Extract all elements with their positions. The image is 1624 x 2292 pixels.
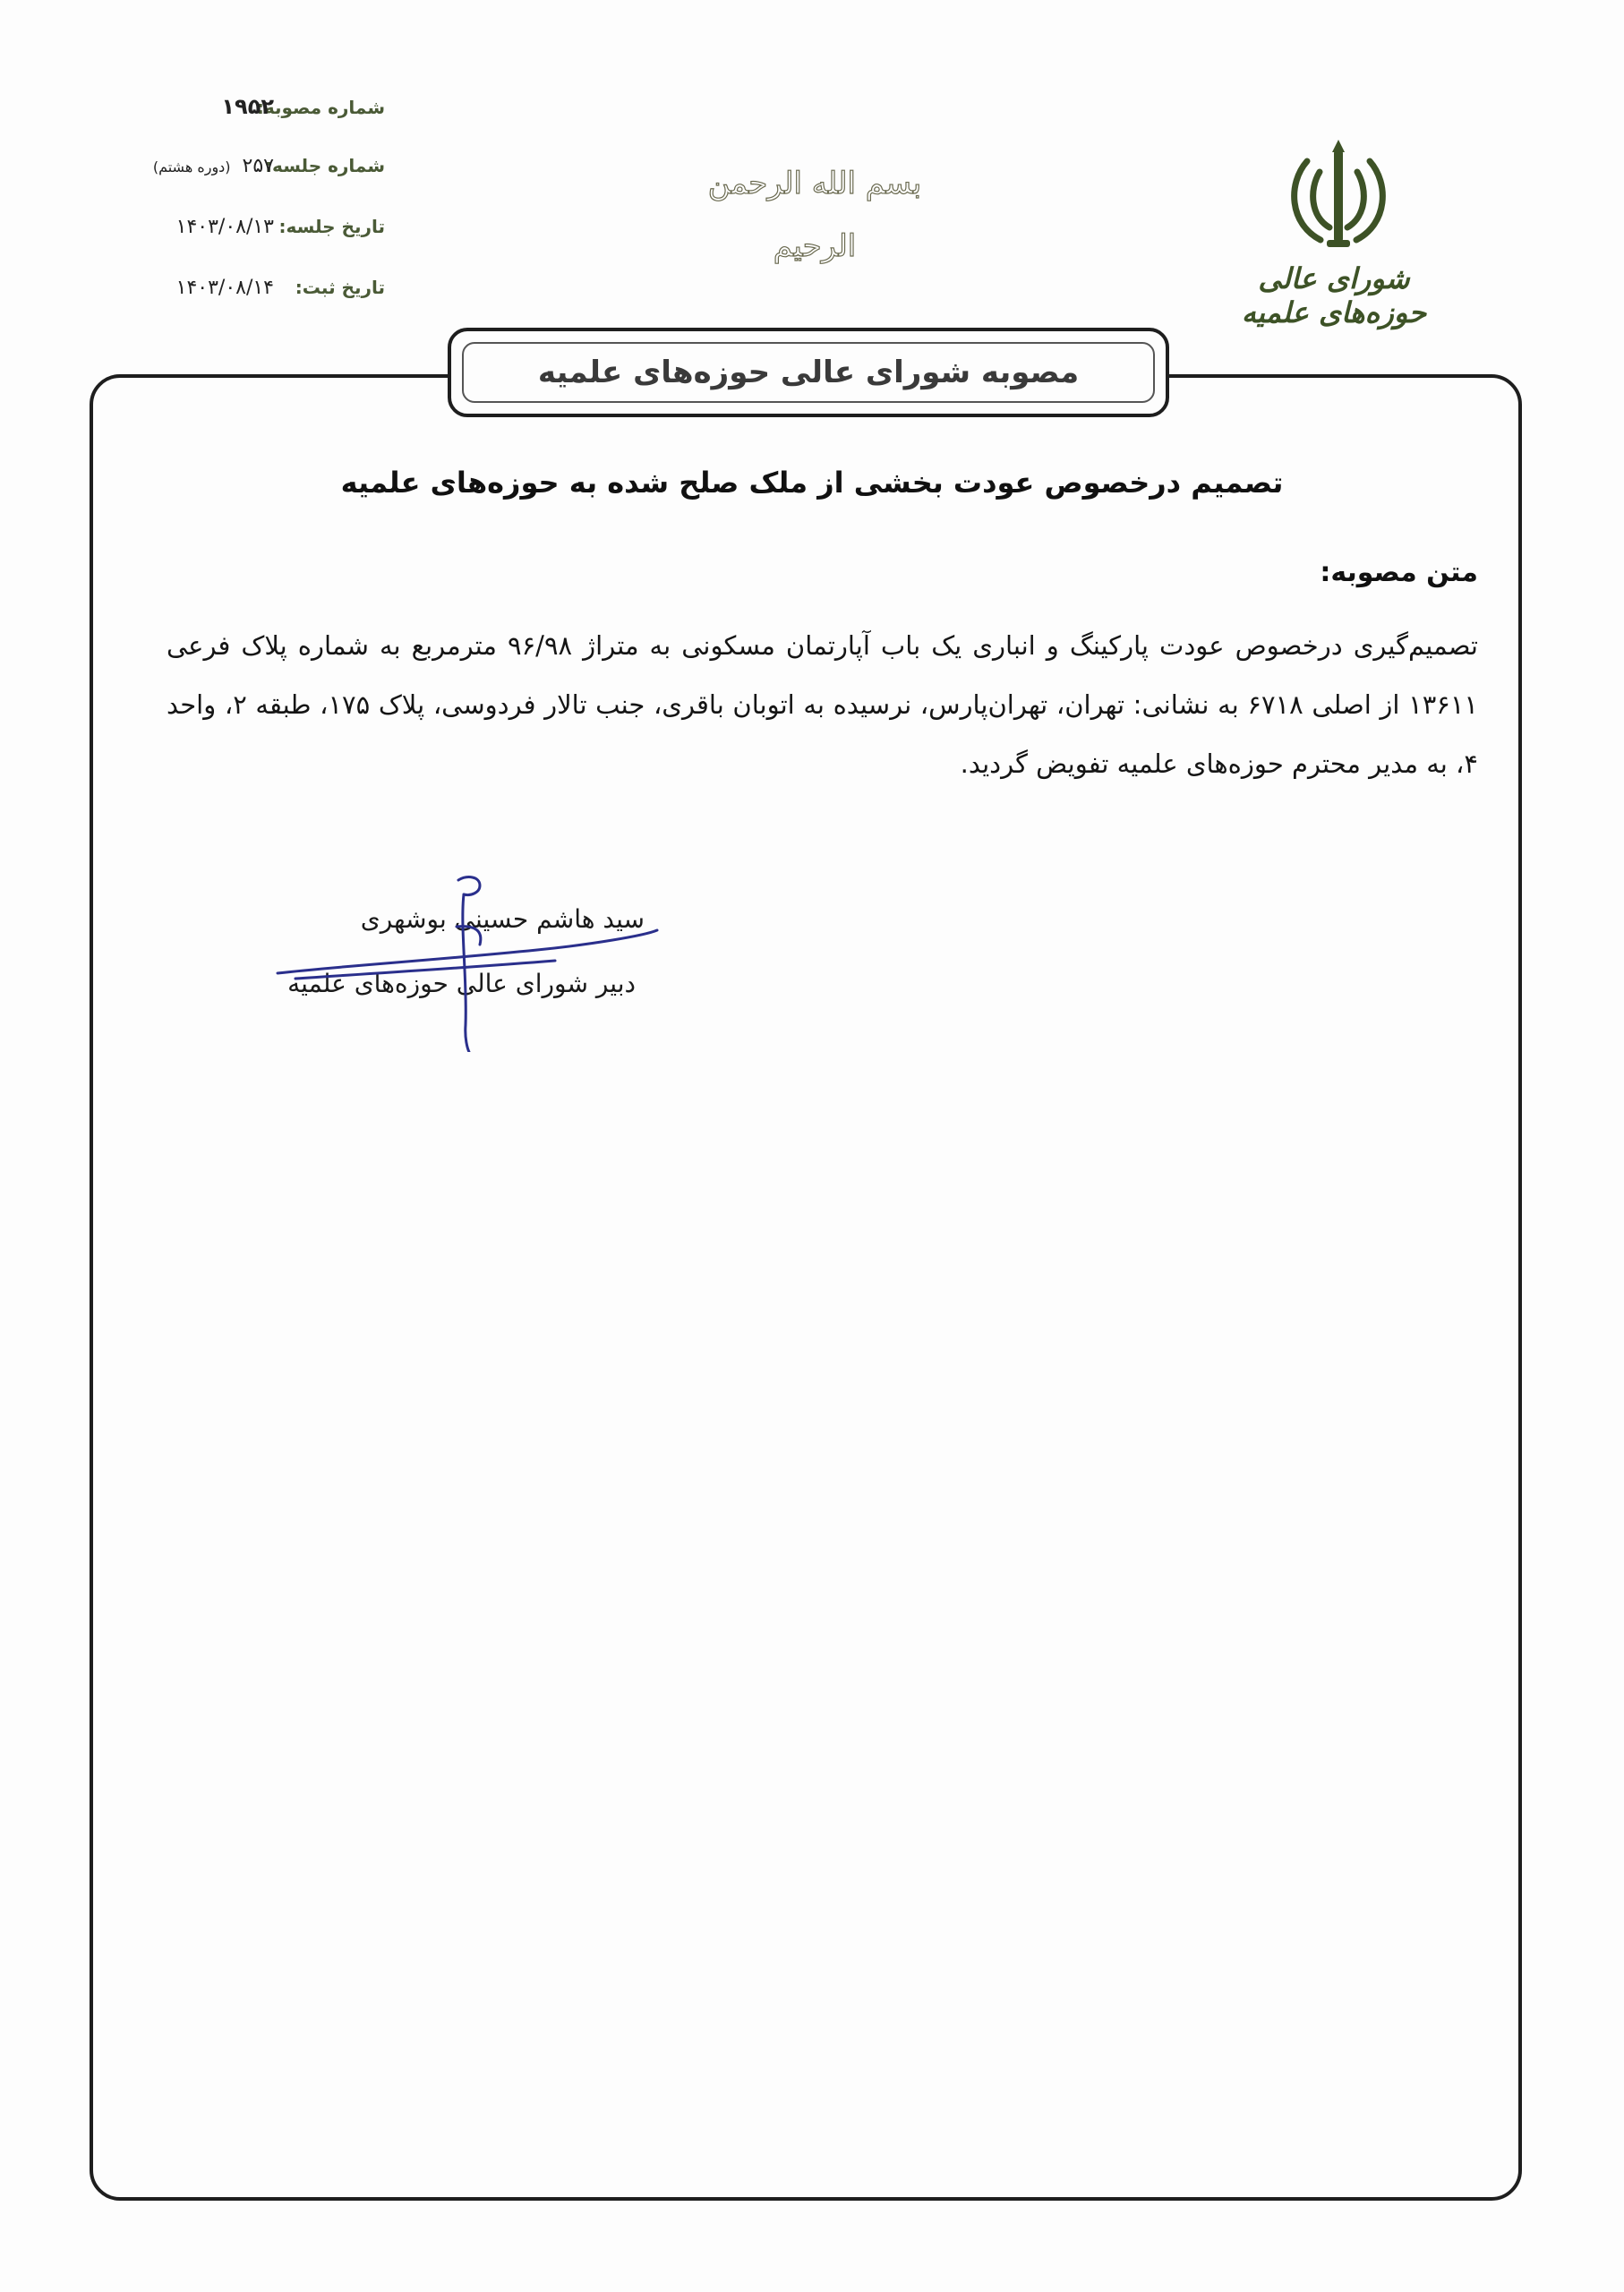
handwritten-signature bbox=[269, 873, 662, 1052]
bismillah-calligraphy: بسم الله الرحمن الرحیم bbox=[707, 166, 922, 264]
approval-number-row bbox=[116, 94, 385, 155]
session-date-label: تاریخ جلسه: bbox=[278, 216, 385, 237]
signer-name: سید هاشم حسینی بوشهری bbox=[360, 904, 645, 934]
document-title: مصوبه شورای عالی حوزه‌های علمیه bbox=[462, 342, 1155, 403]
text-heading: متن مصوبه: bbox=[1320, 557, 1478, 588]
session-date-value: ۱۴۰۳/۰۸/۱۳ bbox=[175, 216, 274, 238]
session-number-row bbox=[116, 155, 385, 216]
document-subject: تصمیم درخصوص عودت بخشی از ملک صلح شده به حوزه‌های علمیه bbox=[340, 466, 1284, 500]
title-box bbox=[448, 328, 1169, 417]
document-body: تصمیم‌گیری درخصوص عودت پارکینگ و انباری یک باب آپارتمان مسکونی به متراژ ۹۶/۹۸ مترمربع به شماره پلاک فرعی ۱۳۶۱۱ از اصلی ۶۷۱۸ به نشانی: تهران، تهران‌پارس، نرسیده به اتوبان باقری، جنب تالار فردوسی، پلاک ۱۷۵، طبقه ۲، واحد ۴، به مدیر محترم حوزه‌های علمیه تفویض گردید. bbox=[167, 630, 1479, 779]
approval-number-label: شماره مصوبه: bbox=[256, 97, 385, 118]
document-meta bbox=[116, 94, 385, 338]
iran-emblem-icon bbox=[1280, 134, 1397, 260]
registration-date-label: تاریخ ثبت: bbox=[295, 277, 385, 298]
registration-date-row bbox=[116, 277, 385, 338]
registration-date-value: ۱۴۰۳/۰۸/۱۴ bbox=[175, 277, 274, 299]
session-number: ۲۵۷ bbox=[242, 155, 274, 177]
session-number-label: شماره جلسه: bbox=[265, 155, 385, 176]
org-name: شورای عالی حوزه‌های علمیه bbox=[1241, 261, 1427, 329]
session-term-note: (دوره هشتم) bbox=[152, 158, 231, 175]
session-date-row bbox=[116, 216, 385, 277]
signer-title: دبیر شورای عالی حوزه‌های علمیه bbox=[287, 969, 636, 998]
approval-number-value: ۱۹۵۲ bbox=[221, 94, 274, 119]
session-number-value bbox=[153, 155, 274, 177]
